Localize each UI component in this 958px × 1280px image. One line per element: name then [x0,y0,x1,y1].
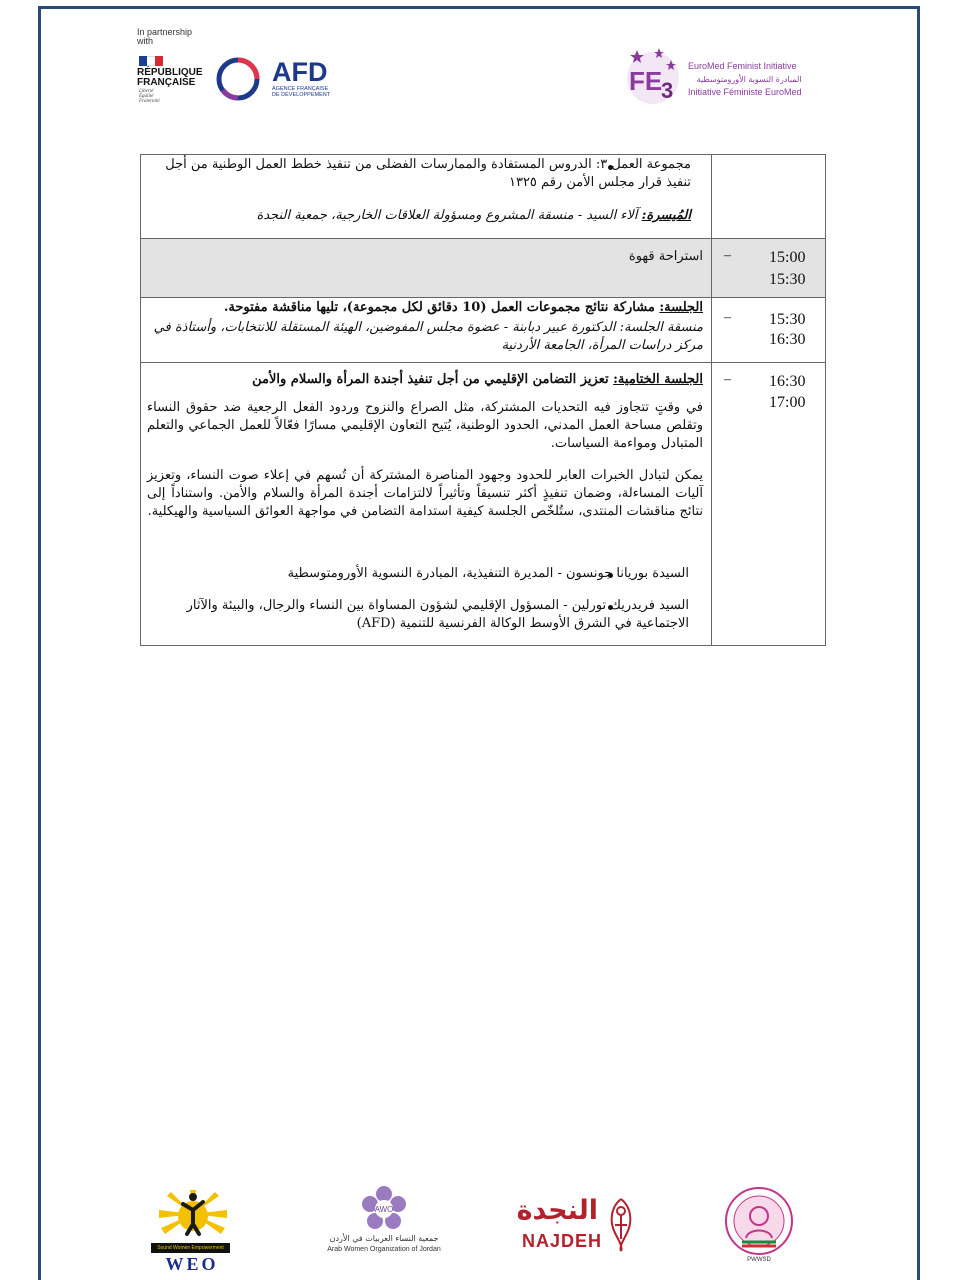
time-start: 15:00 [769,249,806,266]
awo-mark: AWO [374,1205,394,1214]
moderator-line [151,207,691,225]
awo-flower-logo-icon [360,1185,408,1233]
row-divider-3 [141,362,825,363]
emf-line2: المبادرة النسوية الأورومتوسطية [696,75,802,84]
rf-line2: FRANÇAISE [137,77,196,88]
emf-line1: EuroMed Feminist Initiative [688,61,797,71]
pwwsd-seal-icon [724,1186,794,1256]
french-flag-icon [139,56,163,66]
row-divider-2 [141,297,825,298]
time-start: 15:30 [769,311,806,328]
svg-text:FE: FE [629,66,663,96]
republique-francaise-logo [137,68,203,88]
time-end: 16:30 [769,331,806,348]
moderator-text: آلاء السيد - منسقة المشروع ومسؤولة العلاقات الخارجية، جمعية النجدة [256,208,642,223]
afd-name: AFD [272,57,328,87]
session-title-text: مشاركة نتائج مجموعات العمل (10 دقائق لكل مجموعة)، تليها مناقشة مفتوحة. [223,300,660,315]
svg-text:3: 3 [661,78,674,103]
session-label: الجلسة: [659,300,703,315]
awo-arabic-name: جمعية النساء العربيات في الأردن [329,1234,439,1243]
najdeh-arabic-name: النجدة [516,1195,598,1226]
time-end: 15:30 [769,271,806,288]
closing-paragraph-1: في وقتٍ تتجاوز فيه التحديات المشتركة، مثل الصراع والنزوح وردود الفعل الرجعية ضد حقوق النساء وتقلص مساحة العمل المدني، الحدود الوطنية، يُتيح التعاون الإقليمي مسارًا فعّالاً للعمل الجماعي والتعلم المتبادل ومواءمة السياسات. [147,400,703,451]
speaker-2: السيد فريدريك تورلين - المسؤول الإقليمي لشؤون المساواة بين النساء والرجال، والبيئة والآثار الاجتماعية في الشرق الأوسط الوكالة الفرنسية للتنمية (AFD) [186,598,689,631]
page-frame-left [38,6,41,1280]
row-divider-1 [141,238,825,239]
coffee-break-row-bg [141,238,825,297]
rf-line1: RÉPUBLIQUE [137,67,203,78]
time-dash: – [724,310,731,325]
moderator-label: المُيسرة: [641,208,691,223]
working-group-3-text: مجموعة العمل ٣: الدروس المستفادة والممارسات الفضلى من تنفيذ خطط العمل الوطنية من أجل تنفيذ قرار مجلس الأمن رقم ١٣٢٥ [165,157,691,190]
session-title [143,299,703,317]
time-dash: – [724,372,731,387]
speaker-1: السيدة بوريانا جونسون - المديرة التنفيذية، المبادرة النسوية الأورومتوسطية [287,566,689,581]
time-dash: – [724,248,731,263]
closing-session-title-text: تعزيز التضامن الإقليمي من أجل تنفيذ أجندة المرأة والسلام والأمن [252,372,614,387]
euromed-feminist-text [688,60,802,99]
page-frame-right [917,6,920,1280]
afd-ring-icon [215,56,261,102]
weo-band: Sound Women Empowerment [151,1243,230,1253]
closing-session-label: الجلسة الختامية: [613,372,703,387]
table-column-divider [711,155,712,645]
time-start: 16:30 [769,373,806,390]
emf-line3: Initiative Féministe EuroMed [688,87,802,97]
weo-name: WEO [165,1254,219,1274]
closing-session-title [143,371,703,389]
agenda-table [140,154,826,646]
afd-subtitle: AGENCE FRANÇAISE DE DÉVELOPPEMENT [272,86,331,98]
time-end: 17:00 [769,394,806,411]
closing-paragraph-2: يمكن لتبادل الخبرات العابر للحدود وجهود المناصرة المشتركة أن تُسهم في إعلاء صوت النساء، وتعزيز آليات المساءلة، وضمان تنفيذٍ أكثر تنسيقاً وتأثيراً لالتزامات أجندة المرأة والسلام والأمن. واستناداً إلى نتائج مناقشات المنتدى، ستُلخّص الجلسة كيفية استدامة التضامن في مواجهة العوائق السياسية والهيكلية. [147,468,703,519]
pwwsd-label: PWWSD [747,1257,771,1263]
najdeh-english-name: NAJDEH [522,1231,603,1251]
rf-motto: Liberté Égalité Fraternité [139,89,160,104]
page-frame-top [38,6,920,9]
coffee-break-text: استراحة قهوة [628,249,703,264]
euromed-feminist-logo-icon [623,46,683,108]
weo-sun-logo-icon [157,1188,229,1240]
session-coordinator: منسقة الجلسة: الدكتورة عبير دبابنة - عضوة مجلس المفوضين، الهيئة المستقلة للانتخابات، وأستاذة في مركز دراسات المرأة، الجامعة الأردنية [153,320,703,353]
partnership-label: In partnership with [137,27,193,46]
najdeh-figure-icon [601,1195,641,1253]
awo-english-name: Arab Women Organization of Jordan [327,1246,441,1253]
